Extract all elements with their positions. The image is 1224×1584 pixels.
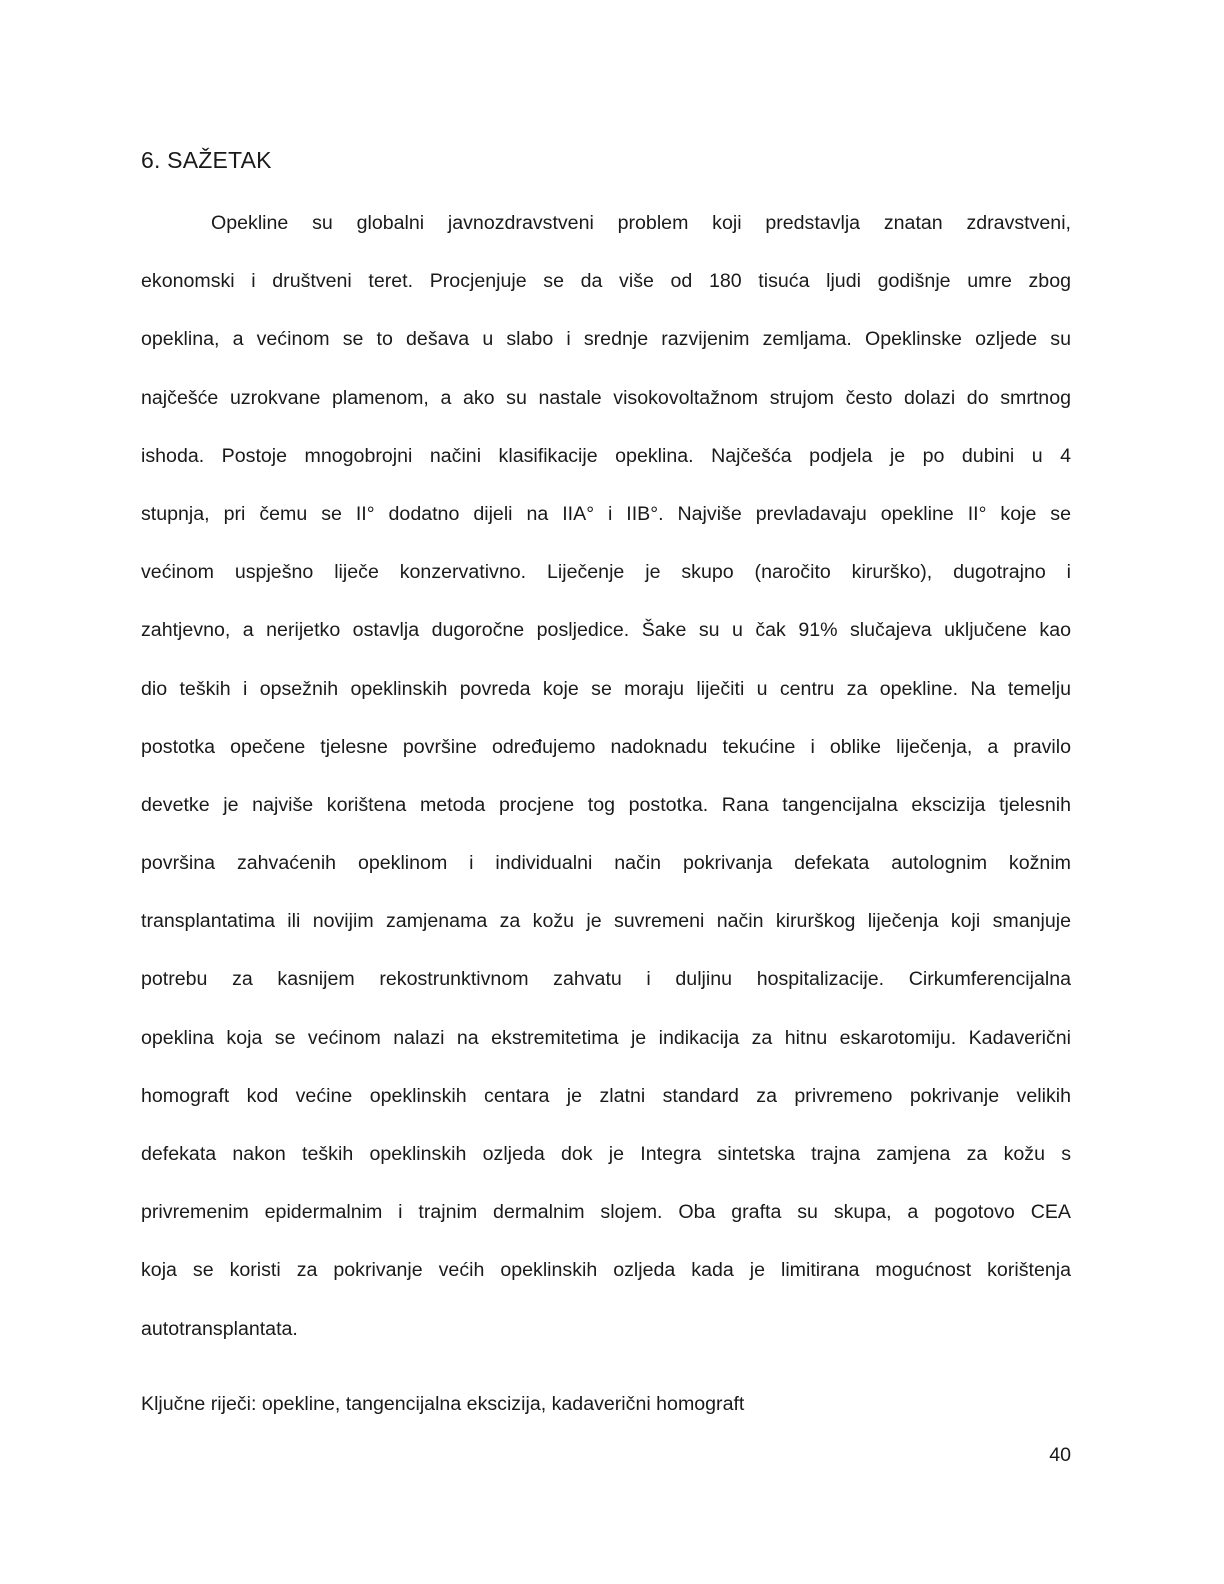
paragraph-line: većinom uspješno liječe konzervativno. Liječenje je skupo (naročito kirurško), dugotrajno i (141, 561, 1071, 584)
paragraph-line: potrebu za kasnijem rekostrunktivnom zahvatu i duljinu hospitalizacije. Cirkumferencijalna (141, 968, 1071, 991)
paragraph-line: postotka opečene tjelesne površine određujemo nadoknadu tekućine i oblike liječenja, a pravilo (141, 735, 1071, 758)
paragraph-line: površina zahvaćenih opeklinom i individualni način pokrivanja defekata autolognim kožnim (141, 852, 1071, 875)
paragraph-line: stupnja, pri čemu se II° dodatno dijeli na IIA° i IIB°. Najviše prevladavaju opekline II° koje se (141, 502, 1071, 525)
paragraph-line: privremenim epidermalnim i trajnim dermalnim slojem. Oba grafta su skupa, a pogotovo CEA (141, 1201, 1071, 1224)
paragraph-line: ishoda. Postoje mnogobrojni načini klasifikacije opeklina. Najčešća podjela je po dubini u 4 (141, 444, 1071, 467)
paragraph-line: transplantatima ili novijim zamjenama za kožu je suvremeni način kirurškog liječenja koji smanjuje (141, 910, 1071, 933)
paragraph-line: ekonomski i društveni teret. Procjenjuje se da više od 180 tisuća ljudi godišnje umre zbog (141, 270, 1071, 293)
page-number: 40 (1049, 1444, 1071, 1466)
paragraph-line: zahtjevno, a nerijetko ostavlja dugoročne posljedice. Šake su u čak 91% slučajeva uključene kao (141, 619, 1071, 642)
paragraph-line: opeklina, a većinom se to dešava u slabo i srednje razvijenim zemljama. Opeklinske ozljede su (141, 328, 1071, 351)
paragraph-line: koja se koristi za pokrivanje većih opeklinskih ozljeda kada je limitirana mogućnost korištenja (141, 1259, 1071, 1282)
section-heading: 6. SAŽETAK (141, 147, 272, 173)
paragraph-line: Opekline su globalni javnozdravstveni problem koji predstavlja znatan zdravstveni, (211, 212, 1071, 234)
paragraph-line: najčešće uzrokvane plamenom, a ako su nastale visokovoltažnom strujom često dolazi do smrtnog (141, 386, 1071, 409)
keywords-line: Ključne riječi: opekline, tangencijalna ekscizija, kadaverični homograft (141, 1393, 745, 1415)
paragraph-line: autotransplantata. (141, 1317, 298, 1340)
summary-paragraph (141, 205, 1071, 1369)
paragraph-line: dio teških i opsežnih opeklinskih povreda koje se moraju liječiti u centru za opekline. Na temelju (141, 677, 1071, 700)
paragraph-line: defekata nakon teških opeklinskih ozljeda dok je Integra sintetska trajna zamjena za kožu s (141, 1143, 1071, 1165)
paragraph-line: opeklina koja se većinom nalazi na ekstremitetima je indikacija za hitnu eskarotomiju. Kadaverični (141, 1026, 1071, 1049)
paragraph-line: homograft kod većine opeklinskih centara je zlatni standard za privremeno pokrivanje velikih (141, 1084, 1071, 1107)
paragraph-line: devetke je najviše korištena metoda procjene tog postotka. Rana tangencijalna ekscizija tjelesnih (141, 793, 1071, 816)
